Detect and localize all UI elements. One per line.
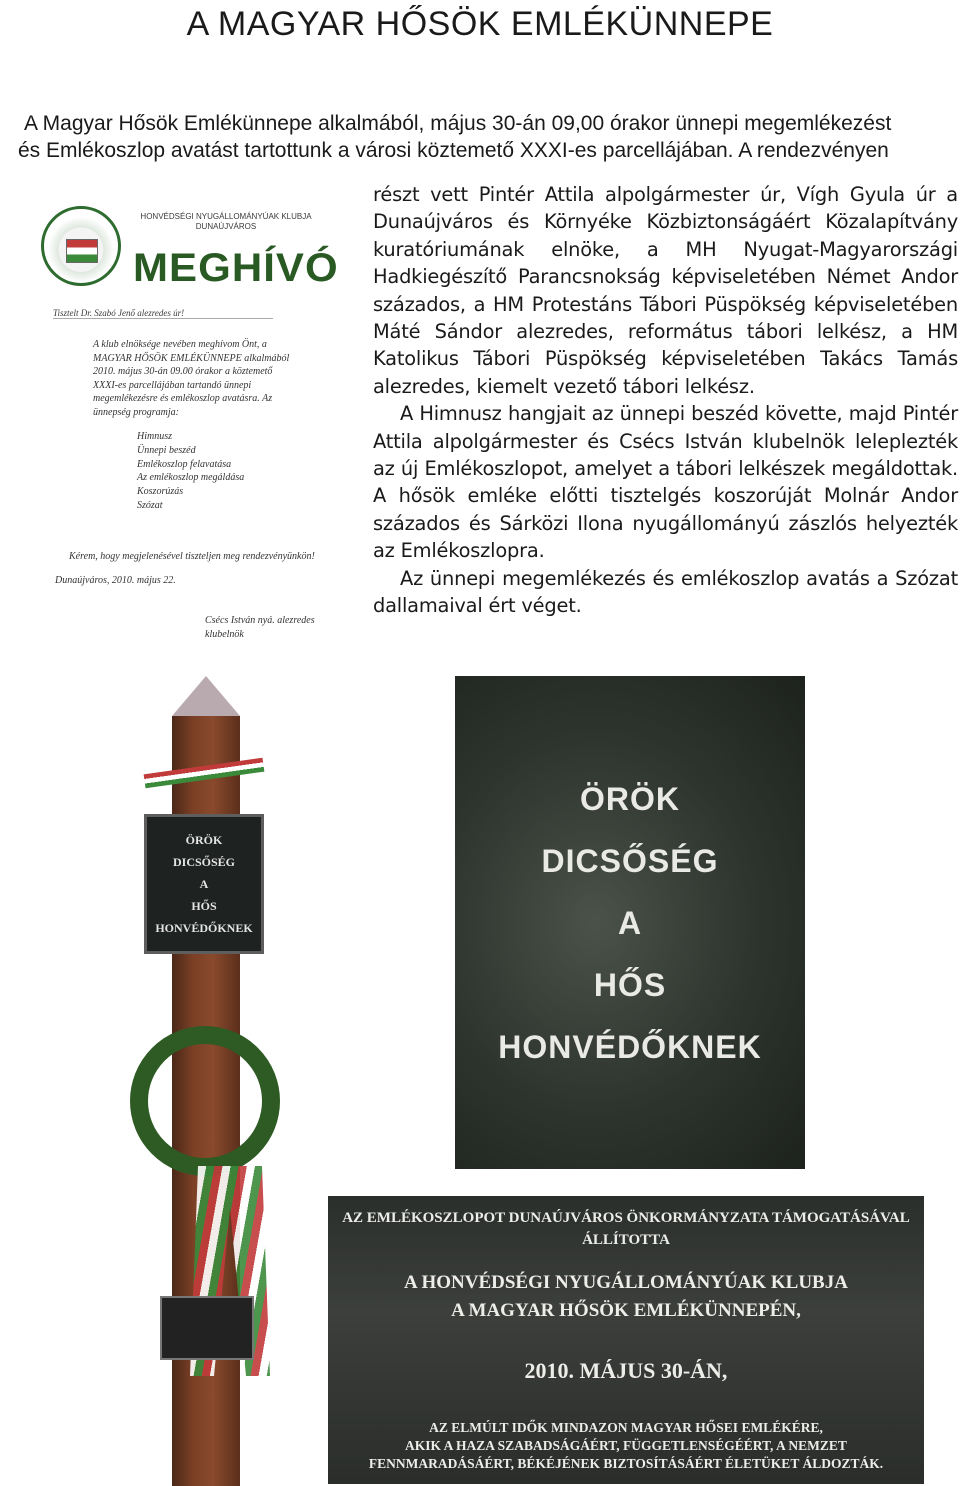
plaque-line: DICSŐSÉG — [541, 842, 719, 879]
invitation-club-name: HONVÉDSÉGI NYUGÁLLOMÁNYÚAK KLUBJA DUNAÚJVÁROS — [140, 212, 312, 231]
laurel-wreath — [130, 1026, 280, 1176]
invitation-program — [137, 430, 244, 513]
plaque-line: HONVÉDŐKNEK — [498, 1028, 762, 1065]
intro-line-2: és Emlékoszlop avatást tartottunk a városi köztemető XXXI-es parcellájában. A rendezvényen — [18, 139, 889, 162]
invitation-thanks: Kérem, hogy megjelenésével tiszteljen meg rendezvényünkön! — [69, 551, 315, 562]
post-plaque-line: ÖRÖK — [185, 833, 223, 847]
club-logo — [41, 206, 121, 286]
program-item: Az emlékoszlop megáldása — [137, 472, 245, 484]
paragraph-closing: Az ünnepi megemlékezés és emlékoszlop avatás a Szózat dallamaival ért véget. — [373, 566, 958, 618]
intro-paragraph — [20, 110, 950, 164]
paragraph-attendees: részt vett Pintér Attila alpolgármester úr, Vígh Gyula úr a Dunaújváros és Környéke Közbiztonságáért Közalapítvány kuratóriumának elnöke, a MH Nyugat-Magyarországi Hadkiegészítő Parancsnokság képviseletében Német Andor százados, a HM Protestáns Tábori Püspökség képviseletében Máté Sándor alezredes, református tábori lelkész, a HM Katolikus Tábori Püspökség képviseletében Takács Tamás alezredes, kiemelt vezető tábori lelkész. — [373, 183, 958, 398]
inscription-line: ÁLLÍTOTTA — [582, 1232, 670, 1248]
program-item: Ünnepi beszéd — [137, 444, 196, 456]
inscription-plate-small — [160, 1296, 254, 1360]
program-item: Koszorúzás — [137, 486, 184, 498]
invitation-salutation: Tisztelt Dr. Szabó Jenő alezredes úr! — [53, 308, 273, 319]
plaque-line: A — [617, 904, 643, 941]
plaque-closeup-photo — [455, 676, 805, 1169]
post-plaque-line: DICSŐSÉG — [172, 855, 236, 869]
invitation-signature: Csécs István nyá. alezredes klubelnök — [205, 615, 315, 640]
program-item: Szózat — [137, 499, 163, 511]
memorial-post-photo — [120, 676, 290, 1486]
invitation-heading: MEGHÍVÓ — [133, 246, 339, 290]
inscription-line: FENNMARADÁSÁÉRT, BÉKÉJÉNEK BIZTOSÍTÁSÁÉRT ÉLETÜKET ÁLDOZTÁK. — [368, 1456, 884, 1471]
inscription-line: A HONVÉDSÉGI NYUGÁLLOMÁNYÚAK KLUBJA — [404, 1272, 848, 1293]
post-cap — [172, 676, 240, 716]
page-title: A MAGYAR HŐSÖK EMLÉKÜNNEPE — [186, 5, 774, 43]
program-item: Emlékoszlop felavatása — [137, 458, 232, 470]
post-plaque-line: A — [199, 877, 209, 891]
article-body — [373, 181, 958, 620]
inscription-line: AZ EMLÉKOSZLOPOT DUNAÚJVÁROS ÖNKORMÁNYZATA TÁMOGATÁSÁVAL — [342, 1210, 910, 1226]
post-plaque-line: HŐS — [191, 899, 217, 913]
flag-icon — [66, 239, 98, 263]
invitation-image — [33, 198, 339, 640]
post-plaque — [144, 814, 264, 954]
post-plaque-line: HONVÉDŐKNEK — [155, 921, 253, 935]
inscription-line: AKIK A HAZA SZABADSÁGÁÉRT, FÜGGETLENSÉGÉÉRT, A NEMZET — [405, 1438, 847, 1453]
inscription-line: A MAGYAR HŐSÖK EMLÉKÜNNEPÉN, — [451, 1300, 801, 1321]
intro-line-1: A Magyar Hősök Emlékünnepe alkalmából, május 30-án 09,00 órakor ünnepi megemlékezést — [24, 112, 892, 135]
plaque-line: HŐS — [593, 966, 667, 1003]
inscription-plate-photo — [328, 1196, 924, 1484]
invitation-text: A klub elnöksége nevében meghívom Önt, a MAGYAR HŐSÖK EMLÉKÜNNEPE alkalmából 2010. május 30-án 09.00 órakor a köztemető XXXI-es parcellájában tartandó ünnepi megemlékezésre és emlékoszlop avatásra. Az ünnepség programja: — [93, 339, 290, 418]
plaque-line: ÖRÖK — [580, 780, 680, 817]
invitation-place-date: Dunaújváros, 2010. május 22. — [55, 575, 176, 586]
paragraph-ceremony: A Himnusz hangjait az ünnepi beszéd követte, majd Pintér Attila alpolgármester és Csécs István klubelnök leleplezték az új Emlékoszlopot, amelyet a tábori lelkészek megáldottak. A hősök emléke előtti tisztelgés koszorúját Molnár Andor százados és Sárközi Ilona nyugállományú zászlós helyezték az Emlékoszlopra. — [373, 402, 958, 563]
program-item: Himnusz — [137, 431, 173, 442]
inscription-line: 2010. MÁJUS 30-ÁN, — [524, 1358, 728, 1383]
inscription-line: AZ ELMÚLT IDŐK MINDAZON MAGYAR HŐSEI EMLÉKÉRE, — [429, 1420, 823, 1435]
